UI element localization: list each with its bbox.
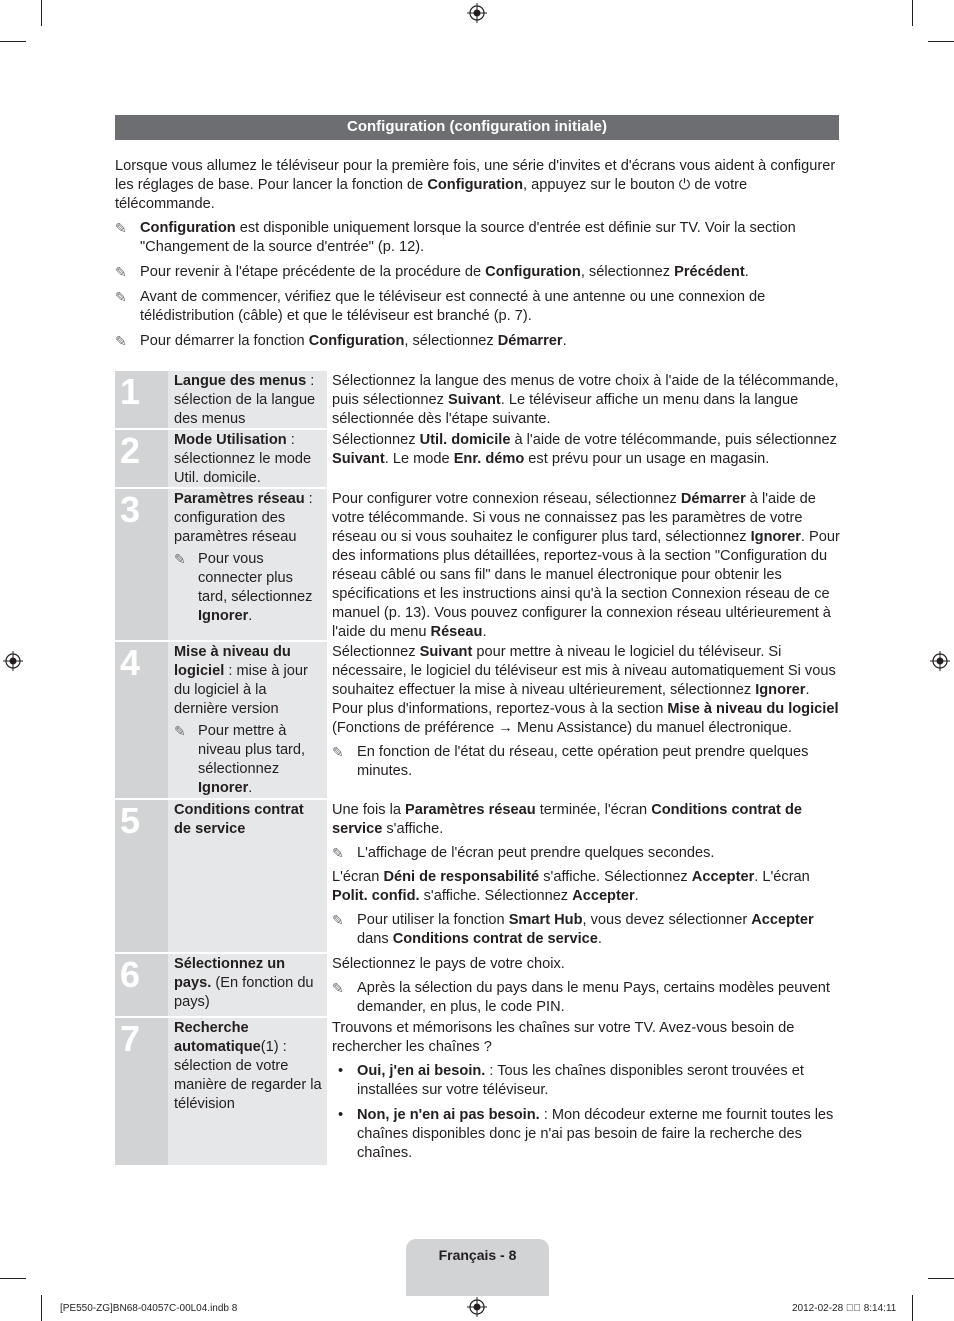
registration-mark-icon [467, 1297, 487, 1317]
note: ✎ Pour mettre à niveau plus tard, sélectionnez Ignorer. [174, 723, 306, 796]
registration-mark-icon [3, 651, 23, 671]
section-title: Configuration (configuration initiale) [115, 115, 839, 140]
step-row [115, 954, 840, 1016]
step-row [115, 489, 840, 640]
step-label: Langue des menus : sélection de la langue des menus [168, 371, 327, 428]
step-number: 4 [115, 642, 168, 798]
crop-mark [41, 1295, 42, 1321]
note-pencil-icon: ✎ [115, 289, 127, 305]
crop-mark [0, 1278, 26, 1279]
note-pencil-icon: ✎ [332, 845, 344, 861]
step-number: 6 [115, 954, 168, 1016]
list-item: • Non, je n'en ai pas besoin. : Mon décodeur externe me fournit toutes les chaînes disponibles donc je n'ai pas besoin de faire la recherche des chaînes. [338, 1107, 834, 1161]
crop-mark [928, 41, 954, 42]
note: ✎ Pour utiliser la fonction Smart Hub, vous devez sélectionner Accepter dans Conditions contrat de service. [332, 912, 814, 947]
step-label: Conditions contrat de service [168, 800, 327, 952]
crop-mark [41, 0, 42, 26]
note: ✎ Avant de commencer, vérifiez que le téléviseur est connecté à une antenne ou une connexion de télédistribution (câble) et que le téléviseur est branché (p. 7). [115, 289, 766, 324]
step-description: Sélectionnez Util. domicile à l'aide de votre télécommande, puis sélectionnez Suivant. Le mode Enr. démo est prévu pour un usage en magasin. [332, 432, 837, 467]
step-row [115, 371, 840, 428]
crop-mark [0, 41, 26, 42]
note: ✎ Pour démarrer la fonction Configuration, sélectionnez Démarrer. [115, 333, 567, 349]
step-description: Trouvons et mémorisons les chaînes sur votre TV. Avez-vous besoin de rechercher les chaînes ? • Oui, j'en ai besoin. : Tous les chaînes disponibles seront trouvées et installées sur votre téléviseur. • Non, je n'en ai pas besoin. : Mon décodeur externe me fournit toutes les chaînes disponibles donc je n'ai pas besoin de faire la recherche des chaînes. [327, 1018, 840, 1165]
note: ✎ Pour vous connecter plus tard, sélectionnez Ignorer. [174, 551, 313, 624]
step-label: Paramètres réseau : configuration des paramètres réseau ✎ Pour vous connecter plus tard, sélectionnez Ignorer. [168, 489, 327, 640]
intro-paragraph: Lorsque vous allumez le téléviseur pour la première fois, une série d'invites et d'écrans vous aident à configurer les réglages de base. Pour lancer la fonction de Configuration, appuyez sur le bouton ⏻ de votre télécommande. [115, 158, 836, 212]
note-pencil-icon: ✎ [115, 333, 127, 349]
steps-table [115, 371, 840, 1167]
note: ✎ Pour revenir à l'étape précédente de la procédure de Configuration, sélectionnez Précédent. [115, 264, 749, 280]
note-pencil-icon: ✎ [332, 980, 344, 996]
step-description: Pour configurer votre connexion réseau, sélectionnez Démarrer à l'aide de votre télécommande. Si vous ne connaissez pas les paramètres de votre réseau ou si vous souhaitez le configurer plus tard, sélectionnez Ignorer. Pour des informations plus détaillées, reportez-vous à la section "Configuration du réseau câblé ou sans fil" dans le manuel électronique pour obtenir les spécifications et les instructions ainsi qu'à la section Connexion réseau de ce manuel (p. 13). Vous pouvez configurer la connexion réseau ultérieurement à l'aide du menu Réseau. [332, 491, 840, 640]
step-description: Sélectionnez le pays de votre choix. ✎ Après la sélection du pays dans le menu Pays, certains modèles peuvent demander, en plus, le code PIN. [327, 954, 840, 1016]
note: ✎ Configuration est disponible uniquement lorsque la source d'entrée est définie sur TV. Voir la section "Changement de la source d'entrée" (p. 12). [115, 220, 796, 255]
note-pencil-icon: ✎ [174, 551, 186, 567]
step-row [115, 1018, 840, 1165]
step-number: 2 [115, 430, 168, 487]
crop-mark [912, 1295, 913, 1321]
step-number: 5 [115, 800, 168, 952]
note: ✎ L'affichage de l'écran peut prendre quelques secondes. [332, 845, 715, 861]
note: ✎ Après la sélection du pays dans le menu Pays, certains modèles peuvent demander, en plus, le code PIN. [332, 980, 830, 1015]
registration-mark-icon [930, 651, 950, 671]
note-pencil-icon: ✎ [115, 264, 127, 280]
note-pencil-icon: ✎ [115, 220, 127, 236]
step-description: Sélectionnez Suivant pour mettre à niveau le logiciel du téléviseur. Si nécessaire, le logiciel du téléviseur est mis à niveau automatiquement Si vous souhaitez effectuer la mise à niveau ultérieurement, sélectionnez Ignorer. Pour plus d'informations, reportez-vous à la section Mise à niveau du logiciel (Fonctions de préférence → Menu Assistance) du manuel électronique. ✎ En fonction de l'état du réseau, cette opération peut prendre quelques minutes. [332, 644, 839, 779]
step-description: Une fois la Paramètres réseau terminée, l'écran Conditions contrat de service s'affiche. ✎ L'affichage de l'écran peut prendre quelques secondes. L'écran Déni de responsabilité s'affiche. Sélectionnez Accepter. L'écran Polit. confid. s'affiche. Sélectionnez Accepter. ✎ Pour utiliser la fonction Smart Hub, vous devez sélectionner Accepter dans Conditions contrat de service. [327, 800, 840, 952]
note-pencil-icon: ✎ [332, 912, 344, 928]
note-pencil-icon: ✎ [174, 723, 186, 739]
step-label: Sélectionnez un pays. (En fonction du pays) [168, 954, 327, 1016]
crop-mark [912, 0, 913, 26]
step-label: Recherche automatique(1) : sélection de votre manière de regarder la télévision [168, 1018, 327, 1165]
power-icon: ⏻ [678, 177, 691, 193]
step-row [115, 430, 840, 487]
crop-mark [928, 1278, 954, 1279]
footer-file-name: [PE550-ZG]BN68-04057C-00L04.indb 8 [60, 1303, 238, 1314]
step-row [115, 642, 840, 798]
note-pencil-icon: ✎ [332, 744, 344, 760]
note: ✎ En fonction de l'état du réseau, cette opération peut prendre quelques minutes. [332, 744, 809, 779]
step-number: 7 [115, 1018, 168, 1165]
registration-mark-icon [467, 3, 487, 23]
bullet-icon: • [338, 1063, 344, 1079]
step-label: Mode Utilisation : sélectionnez le mode Util. domicile. [168, 430, 327, 487]
step-label: Mise à niveau du logiciel : mise à jour du logiciel à la dernière version ✎ Pour mettre à niveau plus tard, sélectionnez Ignorer. [168, 642, 327, 798]
step-number: 1 [115, 371, 168, 428]
step-description: Sélectionnez la langue des menus de votre choix à l'aide de la télécommande, puis sélectionnez Suivant. Le téléviseur affiche un menu dans la langue sélectionnée dès l'étape suivante. [332, 373, 839, 427]
footer-timestamp: 2012-02-28 ￿￿ 8:14:11 [792, 1303, 897, 1314]
intro-section [115, 157, 840, 357]
step-number: 3 [115, 489, 168, 640]
step-row [115, 800, 840, 952]
bullet-icon: • [338, 1107, 344, 1123]
list-item: • Oui, j'en ai besoin. : Tous les chaînes disponibles seront trouvées et installées sur votre téléviseur. [338, 1063, 804, 1098]
page-number-tab: Français - 8 [406, 1239, 549, 1296]
